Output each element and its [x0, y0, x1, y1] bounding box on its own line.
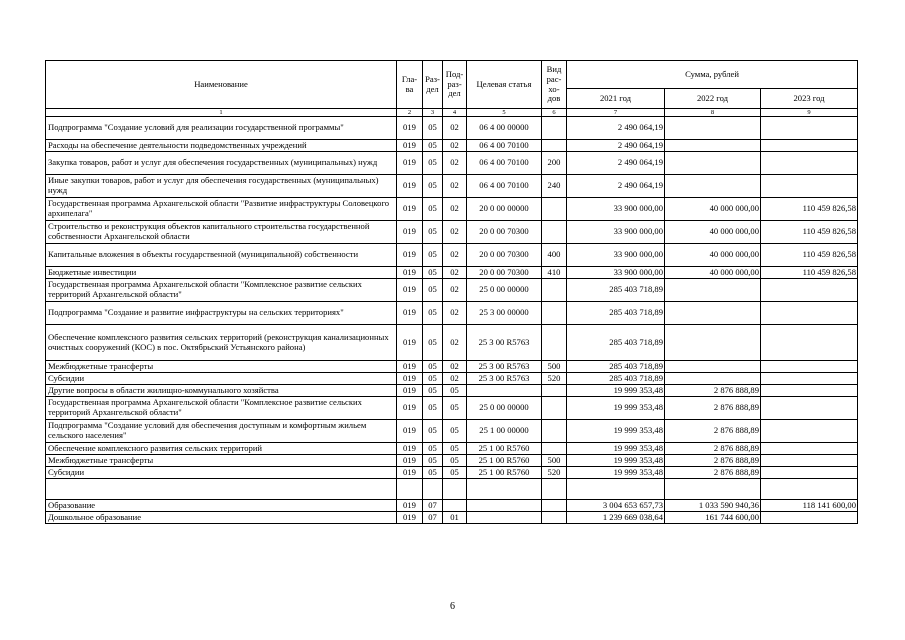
- column-number: 4: [443, 109, 467, 117]
- row-glava-cell: 019: [397, 221, 423, 244]
- row-podrazdel-cell: 05: [443, 455, 467, 467]
- row-target-cell: [467, 500, 542, 512]
- row-sum-2023-cell: [761, 152, 858, 175]
- table-row: [46, 385, 858, 397]
- row-name-cell: Иные закупки товаров, работ и услуг для обеспечения государственных (муниципальных) нужд: [46, 175, 397, 198]
- row-name-cell: Обеспечение комплексного развития сельских территорий: [46, 443, 397, 455]
- row-podrazdel-cell: 02: [443, 198, 467, 221]
- row-sum-2023-cell: [761, 175, 858, 198]
- row-podrazdel-cell: 05: [443, 397, 467, 420]
- column-number: 6: [542, 109, 567, 117]
- row-name-cell: Образование: [46, 500, 397, 512]
- row-razdel-cell: 05: [423, 244, 443, 267]
- row-expense-type-cell: 500: [542, 455, 567, 467]
- row-name-cell: Капитальные вложения в объекты государственной (муниципальной) собственности: [46, 244, 397, 267]
- table-row: [46, 198, 858, 221]
- row-sum-2022-cell: [665, 152, 761, 175]
- row-sum-2021-cell: 2 490 064,19: [567, 152, 665, 175]
- header-target-article: Целевая статья: [467, 61, 542, 109]
- row-sum-2023-cell: 110 459 826,58: [761, 244, 858, 267]
- row-sum-2023-cell: 110 459 826,58: [761, 221, 858, 244]
- row-sum-2022-cell: 40 000 000,00: [665, 244, 761, 267]
- row-sum-2021-cell: 285 403 718,89: [567, 325, 665, 361]
- row-sum-2021-cell: 3 004 653 657,73: [567, 500, 665, 512]
- row-name-cell: [46, 479, 397, 500]
- row-sum-2021-cell: 33 900 000,00: [567, 267, 665, 279]
- row-target-cell: 06 4 00 70100: [467, 175, 542, 198]
- row-expense-type-cell: [542, 443, 567, 455]
- row-sum-2022-cell: 1 033 590 940,36: [665, 500, 761, 512]
- row-name-cell: Государственная программа Архангельской области "Комплексное развитие сельских территорий Архангельской области": [46, 397, 397, 420]
- header-year-2023: 2023 год: [761, 89, 858, 109]
- table-row: [46, 152, 858, 175]
- row-razdel-cell: 07: [423, 512, 443, 524]
- row-podrazdel-cell: 02: [443, 152, 467, 175]
- row-podrazdel-cell: 05: [443, 467, 467, 479]
- row-glava-cell: 019: [397, 325, 423, 361]
- row-podrazdel-cell: 05: [443, 443, 467, 455]
- page-number: 6: [450, 601, 455, 612]
- row-sum-2022-cell: [665, 302, 761, 325]
- row-sum-2021-cell: [567, 479, 665, 500]
- row-name-cell: Государственная программа Архангельской области "Комплексное развитие сельских территорий Архангельской области": [46, 279, 397, 302]
- header-year-2021: 2021 год: [567, 89, 665, 109]
- row-target-cell: [467, 512, 542, 524]
- row-sum-2021-cell: 285 403 718,89: [567, 302, 665, 325]
- row-expense-type-cell: [542, 420, 567, 443]
- table-row: [46, 175, 858, 198]
- table-row: [46, 479, 858, 500]
- row-podrazdel-cell: 02: [443, 140, 467, 152]
- row-podrazdel-cell: 02: [443, 302, 467, 325]
- row-target-cell: [467, 385, 542, 397]
- row-razdel-cell: 05: [423, 140, 443, 152]
- table-row: [46, 302, 858, 325]
- row-podrazdel-cell: 02: [443, 267, 467, 279]
- row-target-cell: 25 3 00 R5763: [467, 361, 542, 373]
- row-razdel-cell: 05: [423, 175, 443, 198]
- row-glava-cell: 019: [397, 267, 423, 279]
- row-expense-type-cell: [542, 500, 567, 512]
- row-sum-2021-cell: 19 999 353,48: [567, 385, 665, 397]
- row-razdel-cell: 05: [423, 198, 443, 221]
- row-expense-type-cell: 520: [542, 373, 567, 385]
- row-target-cell: 25 1 00 R5760: [467, 467, 542, 479]
- table-row: [46, 512, 858, 524]
- row-sum-2021-cell: 19 999 353,48: [567, 420, 665, 443]
- row-sum-2023-cell: 110 459 826,58: [761, 198, 858, 221]
- row-glava-cell: 019: [397, 420, 423, 443]
- row-sum-2022-cell: [665, 279, 761, 302]
- row-target-cell: 25 3 00 00000: [467, 302, 542, 325]
- row-expense-type-cell: 520: [542, 467, 567, 479]
- row-name-cell: Подпрограмма "Создание условий для реализации государственной программы": [46, 117, 397, 140]
- row-razdel-cell: 05: [423, 467, 443, 479]
- row-sum-2022-cell: 2 876 888,89: [665, 420, 761, 443]
- column-number: 2: [397, 109, 423, 117]
- row-sum-2021-cell: 2 490 064,19: [567, 140, 665, 152]
- header-razdel: Раз-дел: [423, 61, 443, 109]
- header-year-2022: 2022 год: [665, 89, 761, 109]
- row-glava-cell: 019: [397, 467, 423, 479]
- budget-table: [45, 60, 858, 524]
- row-sum-2021-cell: 1 239 669 038,64: [567, 512, 665, 524]
- row-sum-2022-cell: [665, 140, 761, 152]
- row-glava-cell: 019: [397, 500, 423, 512]
- row-sum-2022-cell: 2 876 888,89: [665, 455, 761, 467]
- row-name-cell: Государственная программа Архангельской области "Развитие инфраструктуры Соловецкого архипелага": [46, 198, 397, 221]
- table-row: [46, 455, 858, 467]
- column-number-row: [46, 109, 858, 117]
- row-sum-2021-cell: 285 403 718,89: [567, 373, 665, 385]
- row-name-cell: Межбюджетные трансферты: [46, 361, 397, 373]
- row-sum-2021-cell: 285 403 718,89: [567, 279, 665, 302]
- table-row: [46, 443, 858, 455]
- row-glava-cell: [397, 479, 423, 500]
- row-glava-cell: 019: [397, 279, 423, 302]
- row-glava-cell: 019: [397, 443, 423, 455]
- table-row: [46, 361, 858, 373]
- table-row: [46, 420, 858, 443]
- row-glava-cell: 019: [397, 385, 423, 397]
- table-body: [46, 117, 858, 524]
- row-sum-2023-cell: [761, 325, 858, 361]
- row-sum-2023-cell: [761, 361, 858, 373]
- row-sum-2023-cell: [761, 397, 858, 420]
- row-sum-2023-cell: [761, 512, 858, 524]
- table-row: [46, 397, 858, 420]
- row-sum-2021-cell: 2 490 064,19: [567, 117, 665, 140]
- row-name-cell: Бюджетные инвестиции: [46, 267, 397, 279]
- row-razdel-cell: 05: [423, 325, 443, 361]
- row-target-cell: 20 0 00 70300: [467, 267, 542, 279]
- row-sum-2023-cell: [761, 279, 858, 302]
- row-podrazdel-cell: 02: [443, 221, 467, 244]
- row-glava-cell: 019: [397, 152, 423, 175]
- header-podrazdel: Под-раз-дел: [443, 61, 467, 109]
- row-name-cell: Межбюджетные трансферты: [46, 455, 397, 467]
- table-row: [46, 279, 858, 302]
- row-sum-2023-cell: [761, 479, 858, 500]
- row-target-cell: 25 3 00 R5763: [467, 325, 542, 361]
- row-expense-type-cell: [542, 140, 567, 152]
- row-razdel-cell: 05: [423, 279, 443, 302]
- row-sum-2023-cell: [761, 467, 858, 479]
- row-expense-type-cell: 400: [542, 244, 567, 267]
- row-glava-cell: 019: [397, 198, 423, 221]
- header-sum: Сумма, рублей: [567, 61, 858, 89]
- row-glava-cell: 019: [397, 512, 423, 524]
- column-number: 5: [467, 109, 542, 117]
- row-glava-cell: 019: [397, 117, 423, 140]
- row-sum-2022-cell: 40 000 000,00: [665, 221, 761, 244]
- row-target-cell: 06 4 00 70100: [467, 152, 542, 175]
- row-razdel-cell: 05: [423, 420, 443, 443]
- header-name: Наименование: [46, 61, 397, 109]
- row-name-cell: Подпрограмма "Создание условий для обеспечения доступным и комфортным жильем сельского населения": [46, 420, 397, 443]
- row-sum-2021-cell: 19 999 353,48: [567, 397, 665, 420]
- row-expense-type-cell: [542, 117, 567, 140]
- row-sum-2021-cell: 285 403 718,89: [567, 361, 665, 373]
- row-sum-2022-cell: [665, 175, 761, 198]
- row-target-cell: 25 3 00 R5763: [467, 373, 542, 385]
- header-expense-type: Вид рас-хо-дов: [542, 61, 567, 109]
- row-sum-2023-cell: [761, 117, 858, 140]
- column-number: 1: [46, 109, 397, 117]
- row-sum-2021-cell: 19 999 353,48: [567, 455, 665, 467]
- row-sum-2021-cell: 19 999 353,48: [567, 443, 665, 455]
- row-name-cell: Подпрограмма "Создание и развитие инфраструктуры на сельских территориях": [46, 302, 397, 325]
- row-name-cell: Субсидии: [46, 373, 397, 385]
- row-name-cell: Закупка товаров, работ и услуг для обеспечения государственных (муниципальных) нужд: [46, 152, 397, 175]
- row-sum-2021-cell: 33 900 000,00: [567, 221, 665, 244]
- table-row: [46, 267, 858, 279]
- row-expense-type-cell: [542, 221, 567, 244]
- row-razdel-cell: 07: [423, 500, 443, 512]
- row-sum-2023-cell: [761, 420, 858, 443]
- row-sum-2023-cell: [761, 302, 858, 325]
- row-target-cell: 20 0 00 70300: [467, 244, 542, 267]
- row-sum-2022-cell: 2 876 888,89: [665, 397, 761, 420]
- row-sum-2022-cell: 40 000 000,00: [665, 198, 761, 221]
- row-expense-type-cell: [542, 302, 567, 325]
- row-name-cell: Дошкольное образование: [46, 512, 397, 524]
- row-target-cell: 20 0 00 00000: [467, 198, 542, 221]
- table-row: [46, 244, 858, 267]
- row-podrazdel-cell: [443, 500, 467, 512]
- row-sum-2021-cell: 33 900 000,00: [567, 244, 665, 267]
- row-expense-type-cell: 500: [542, 361, 567, 373]
- row-sum-2022-cell: 2 876 888,89: [665, 443, 761, 455]
- row-glava-cell: 019: [397, 244, 423, 267]
- row-razdel-cell: 05: [423, 397, 443, 420]
- row-razdel-cell: 05: [423, 455, 443, 467]
- row-sum-2023-cell: 110 459 826,58: [761, 267, 858, 279]
- row-podrazdel-cell: 02: [443, 373, 467, 385]
- row-target-cell: 06 4 00 70100: [467, 140, 542, 152]
- table-row: [46, 117, 858, 140]
- row-razdel-cell: 05: [423, 221, 443, 244]
- row-sum-2023-cell: 118 141 600,00: [761, 500, 858, 512]
- row-sum-2022-cell: [665, 325, 761, 361]
- column-number: 3: [423, 109, 443, 117]
- header-glava: Гла-ва: [397, 61, 423, 109]
- row-target-cell: 06 4 00 00000: [467, 117, 542, 140]
- column-number: 9: [761, 109, 858, 117]
- row-expense-type-cell: 240: [542, 175, 567, 198]
- table-row: [46, 140, 858, 152]
- row-sum-2022-cell: [665, 373, 761, 385]
- row-sum-2023-cell: [761, 455, 858, 467]
- row-name-cell: Субсидии: [46, 467, 397, 479]
- row-sum-2023-cell: [761, 140, 858, 152]
- table-row: [46, 467, 858, 479]
- row-razdel-cell: 05: [423, 385, 443, 397]
- row-sum-2021-cell: 33 900 000,00: [567, 198, 665, 221]
- row-glava-cell: 019: [397, 302, 423, 325]
- row-sum-2022-cell: [665, 117, 761, 140]
- row-expense-type-cell: 410: [542, 267, 567, 279]
- row-sum-2022-cell: 2 876 888,89: [665, 385, 761, 397]
- table-row: [46, 373, 858, 385]
- row-sum-2021-cell: 2 490 064,19: [567, 175, 665, 198]
- row-glava-cell: 019: [397, 397, 423, 420]
- row-sum-2021-cell: 19 999 353,48: [567, 467, 665, 479]
- row-podrazdel-cell: 02: [443, 325, 467, 361]
- row-razdel-cell: [423, 479, 443, 500]
- row-sum-2022-cell: 161 744 600,00: [665, 512, 761, 524]
- row-expense-type-cell: [542, 512, 567, 524]
- row-razdel-cell: 05: [423, 117, 443, 140]
- row-glava-cell: 019: [397, 373, 423, 385]
- row-glava-cell: 019: [397, 175, 423, 198]
- row-podrazdel-cell: 02: [443, 244, 467, 267]
- row-razdel-cell: 05: [423, 302, 443, 325]
- row-target-cell: 25 1 00 R5760: [467, 443, 542, 455]
- row-name-cell: Обеспечение комплексного развития сельских территорий (реконструкция канализационных очистных сооружений (КОС) в пос. Октябрьский Устьянского района): [46, 325, 397, 361]
- row-sum-2022-cell: 2 876 888,89: [665, 467, 761, 479]
- row-podrazdel-cell: 02: [443, 117, 467, 140]
- row-glava-cell: 019: [397, 455, 423, 467]
- row-expense-type-cell: 200: [542, 152, 567, 175]
- table-row: [46, 221, 858, 244]
- row-podrazdel-cell: 01: [443, 512, 467, 524]
- row-podrazdel-cell: 02: [443, 175, 467, 198]
- row-sum-2022-cell: [665, 361, 761, 373]
- row-expense-type-cell: [542, 385, 567, 397]
- row-razdel-cell: 05: [423, 361, 443, 373]
- row-expense-type-cell: [542, 325, 567, 361]
- row-glava-cell: 019: [397, 140, 423, 152]
- row-name-cell: Расходы на обеспечение деятельности подведомственных учреждений: [46, 140, 397, 152]
- row-razdel-cell: 05: [423, 373, 443, 385]
- row-target-cell: 25 1 00 00000: [467, 420, 542, 443]
- row-podrazdel-cell: [443, 479, 467, 500]
- row-podrazdel-cell: 05: [443, 385, 467, 397]
- column-number: 8: [665, 109, 761, 117]
- row-sum-2023-cell: [761, 385, 858, 397]
- row-expense-type-cell: [542, 479, 567, 500]
- row-expense-type-cell: [542, 279, 567, 302]
- row-podrazdel-cell: 05: [443, 420, 467, 443]
- row-podrazdel-cell: 02: [443, 361, 467, 373]
- row-target-cell: 25 1 00 R5760: [467, 455, 542, 467]
- row-target-cell: [467, 479, 542, 500]
- row-target-cell: 20 0 00 70300: [467, 221, 542, 244]
- column-number: 7: [567, 109, 665, 117]
- row-razdel-cell: 05: [423, 267, 443, 279]
- row-razdel-cell: 05: [423, 443, 443, 455]
- row-sum-2022-cell: 40 000 000,00: [665, 267, 761, 279]
- row-razdel-cell: 05: [423, 152, 443, 175]
- row-target-cell: 25 0 00 00000: [467, 397, 542, 420]
- row-sum-2023-cell: [761, 373, 858, 385]
- row-glava-cell: 019: [397, 361, 423, 373]
- row-name-cell: Другие вопросы в области жилищно-коммунального хозяйства: [46, 385, 397, 397]
- row-podrazdel-cell: 02: [443, 279, 467, 302]
- row-expense-type-cell: [542, 198, 567, 221]
- row-expense-type-cell: [542, 397, 567, 420]
- row-sum-2023-cell: [761, 443, 858, 455]
- row-target-cell: 25 0 00 00000: [467, 279, 542, 302]
- table-row: [46, 325, 858, 361]
- row-name-cell: Строительство и реконструкция объектов капитального строительства государственной собственности Архангельской области: [46, 221, 397, 244]
- row-sum-2022-cell: [665, 479, 761, 500]
- table-row: [46, 500, 858, 512]
